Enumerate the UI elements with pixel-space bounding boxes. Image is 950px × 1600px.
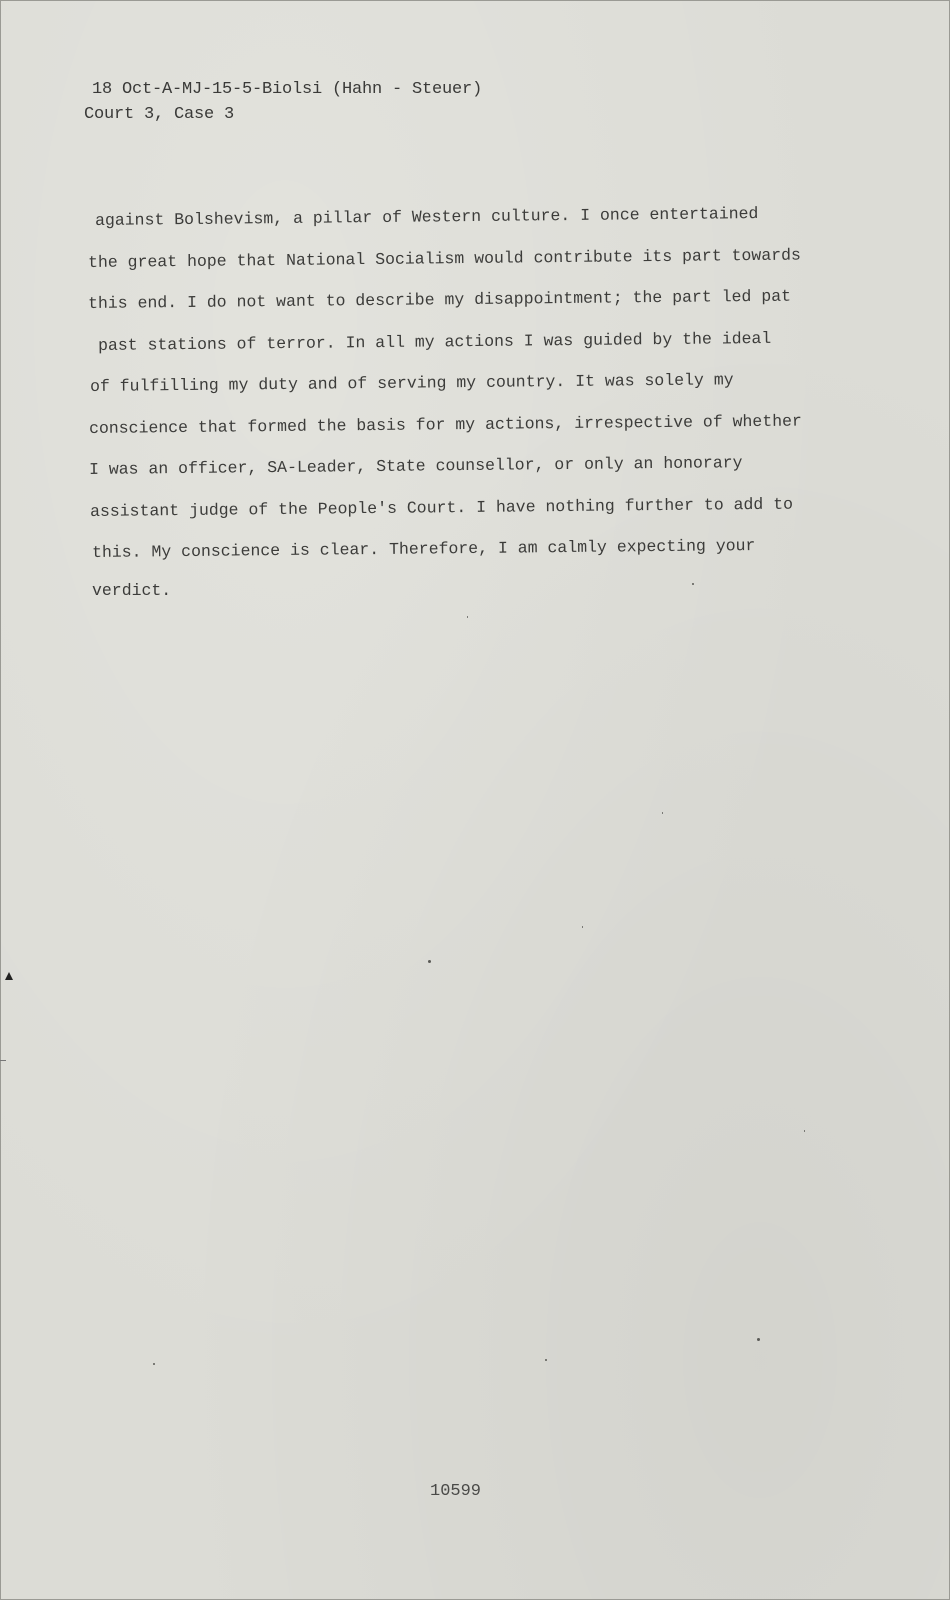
body-line: of fulfilling my duty and of serving my country. It was solely my: [89, 370, 734, 396]
body-line: I was an officer, SA-Leader, State counsellor, or only an honorary: [88, 453, 743, 479]
body-line: verdict.: [92, 580, 172, 600]
margin-mark: [5, 972, 13, 980]
paper-speck: [153, 1363, 155, 1365]
body-line: the great hope that National Socialism would contribute its part towards: [87, 245, 802, 272]
paper-speck: [692, 583, 694, 585]
body-line: this. My conscience is clear. Therefore, I am calmly expecting your: [91, 536, 756, 562]
body-line: conscience that formed the basis for my actions, irrespective of whether: [88, 411, 803, 438]
body-line: past stations of terror. In all my actions I was guided by the ideal: [97, 328, 772, 355]
case-reference: 18 Oct-A-MJ-15-5-Biolsi (Hahn - Steuer): [92, 80, 483, 99]
page-number: 10599: [430, 1482, 482, 1501]
paper-speck: [467, 616, 468, 618]
paper-speck: [804, 1130, 805, 1132]
body-line: assistant judge of the People's Court. I have nothing further to add to: [89, 494, 794, 521]
statement-body: [88, 196, 848, 611]
paper-speck: [757, 1338, 760, 1341]
paper-speck: [662, 812, 663, 814]
paper-speck: [582, 926, 583, 928]
paper-speck: [428, 960, 431, 963]
court-case-label: Court 3, Case 3: [84, 105, 235, 124]
margin-tick: [0, 1060, 6, 1061]
body-line: against Bolshevism, a pillar of Western culture. I once entertained: [94, 204, 759, 230]
paper-speck: [545, 1359, 547, 1361]
body-line: this end. I do not want to describe my disappointment; the part led pat: [87, 286, 792, 313]
